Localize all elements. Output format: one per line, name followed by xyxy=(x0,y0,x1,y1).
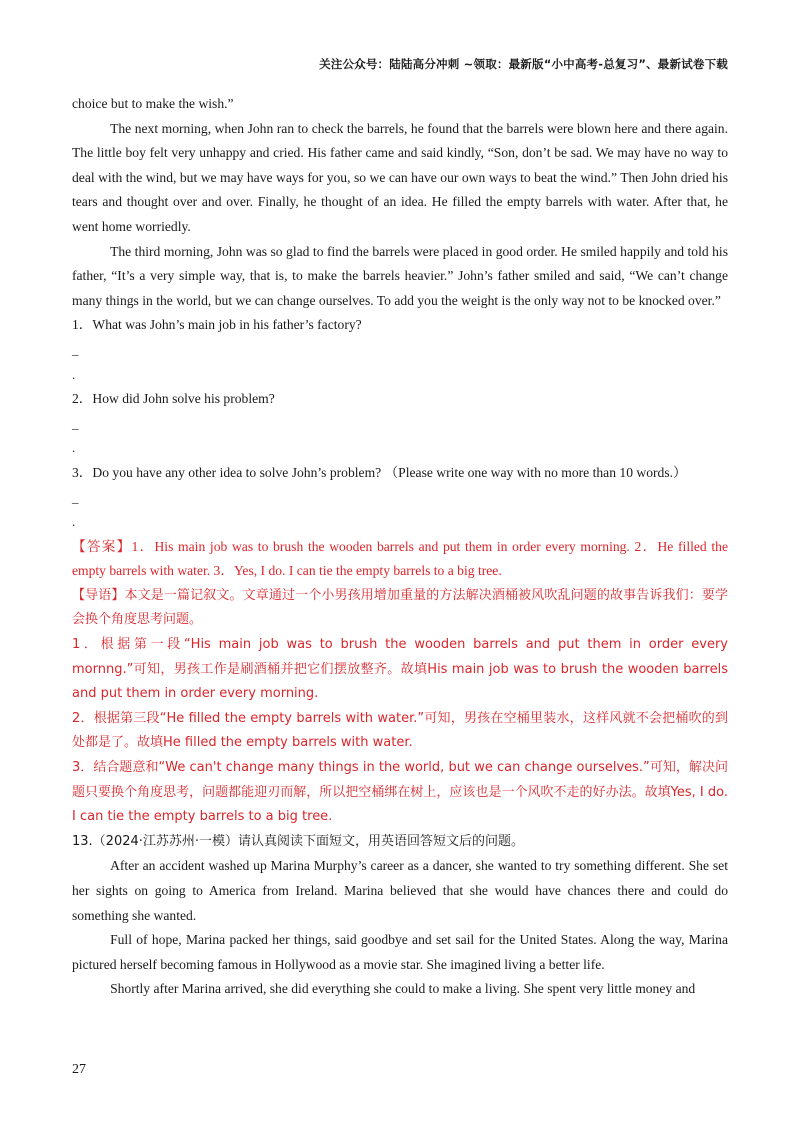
guide-note: 【导语】本文是一篇记叙文。文章通过一个小男孩用增加重量的方法解决酒桶被风吹乱问题的故事告诉我们：要学会换个角度思考问题。 xyxy=(72,587,728,628)
passage-paragraph: After an accident washed up Marina Murphy’s career as a dancer, she wanted to try something different. She set her sights on going to America from Ireland. Marina believed that she would have chances there and could do something she wanted. xyxy=(72,858,728,923)
passage-paragraph: The third morning, John was so glad to find the barrels were placed in good order. He smiled happily and told his father, “It’s a very simple way, that is, to make the barrels heavier.” John’s father smiled and said, “We can’t change many things in the world, but we can change ourselves. To add you the weight is the only way not to be knocked over.” xyxy=(72,243,728,308)
explanation-3: 3．结合题意和“We can't change many things in the world, but we can change ourselves.”可知，解决问题只要换个角度思考，问题都能迎刃而解，所以把空桶绑在树上，应该也是一个风吹不走的好办法。故填Yes, I do. I can tie the empty barrels to a big tree. xyxy=(72,760,728,825)
explanation-1: 1．根据第一段“His main job was to brush the wooden barrels and put them in order every mornng.”可知，男孩工作是刷酒桶并把它们摆放整齐。故填His main job was to brush the wooden barrels and put them in order every morning. xyxy=(72,637,728,702)
answer-blank-line: _ xyxy=(72,415,79,431)
passage-paragraph: The next morning, when John ran to check the barrels, he found that the barrels were blown here and there again. The little boy felt very unhappy and cried. His father came and said kindly, “Son, don’t be sad. We may have no way to deal with the wind, but we may have ways for you, so we can have our own ways to beat the wind.” Then John dried his tears and thought over and over. Finally, he thought of an idea. He filled the empty barrels with water. After that, he went home worriedly. xyxy=(72,120,728,234)
answer-key: 【答案】1．His main job was to brush the wooden barrels and put them in order every morning. 2．He filled the empty barrels with water. 3．Yes, I do. I can tie the empty barrels to a big tree. xyxy=(72,538,728,579)
answer-blank-line: _ xyxy=(72,489,79,505)
page-header: 关注公众号：陆陆高分冲刺 ~领取：最新版“小中高考-总复习”、最新试卷下载 xyxy=(319,57,728,71)
page-number: 27 xyxy=(72,1062,86,1077)
answer-blank-line: _ xyxy=(72,341,79,357)
explanation-2: 2．根据第三段“He filled the empty barrels with water.”可知，男孩在空桶里装水，这样风就不会把桶吹的到处都是了。故填He filled the empty barrels with water. xyxy=(72,710,728,751)
question-13-intro: 13.（2024·江苏苏州·一模）请认真阅读下面短文，用英语回答短文后的问题。 xyxy=(72,833,525,849)
passage-paragraph: Full of hope, Marina packed her things, said goodbye and set sail for the United States. Along the way, Marina pictured herself becoming famous in Hollywood as a movie star. She imagined living a better life. xyxy=(72,932,728,972)
question-3: 3．Do you have any other idea to solve John’s problem? （Please write one way with no more than 10 words.） xyxy=(72,464,687,480)
page-content xyxy=(72,92,728,1002)
question-2: 2．How did John solve his problem? xyxy=(72,391,275,407)
question-1: 1．What was John’s main job in his father’s factory? xyxy=(72,317,362,333)
answer-blank-dot: . xyxy=(72,440,76,456)
answer-blank-dot: . xyxy=(72,514,76,530)
passage-paragraph: choice but to make the wish.” xyxy=(72,96,234,111)
passage-paragraph: Shortly after Marina arrived, she did everything she could to make a living. She spent very little money and xyxy=(110,981,696,997)
answer-blank-dot: . xyxy=(72,366,76,382)
